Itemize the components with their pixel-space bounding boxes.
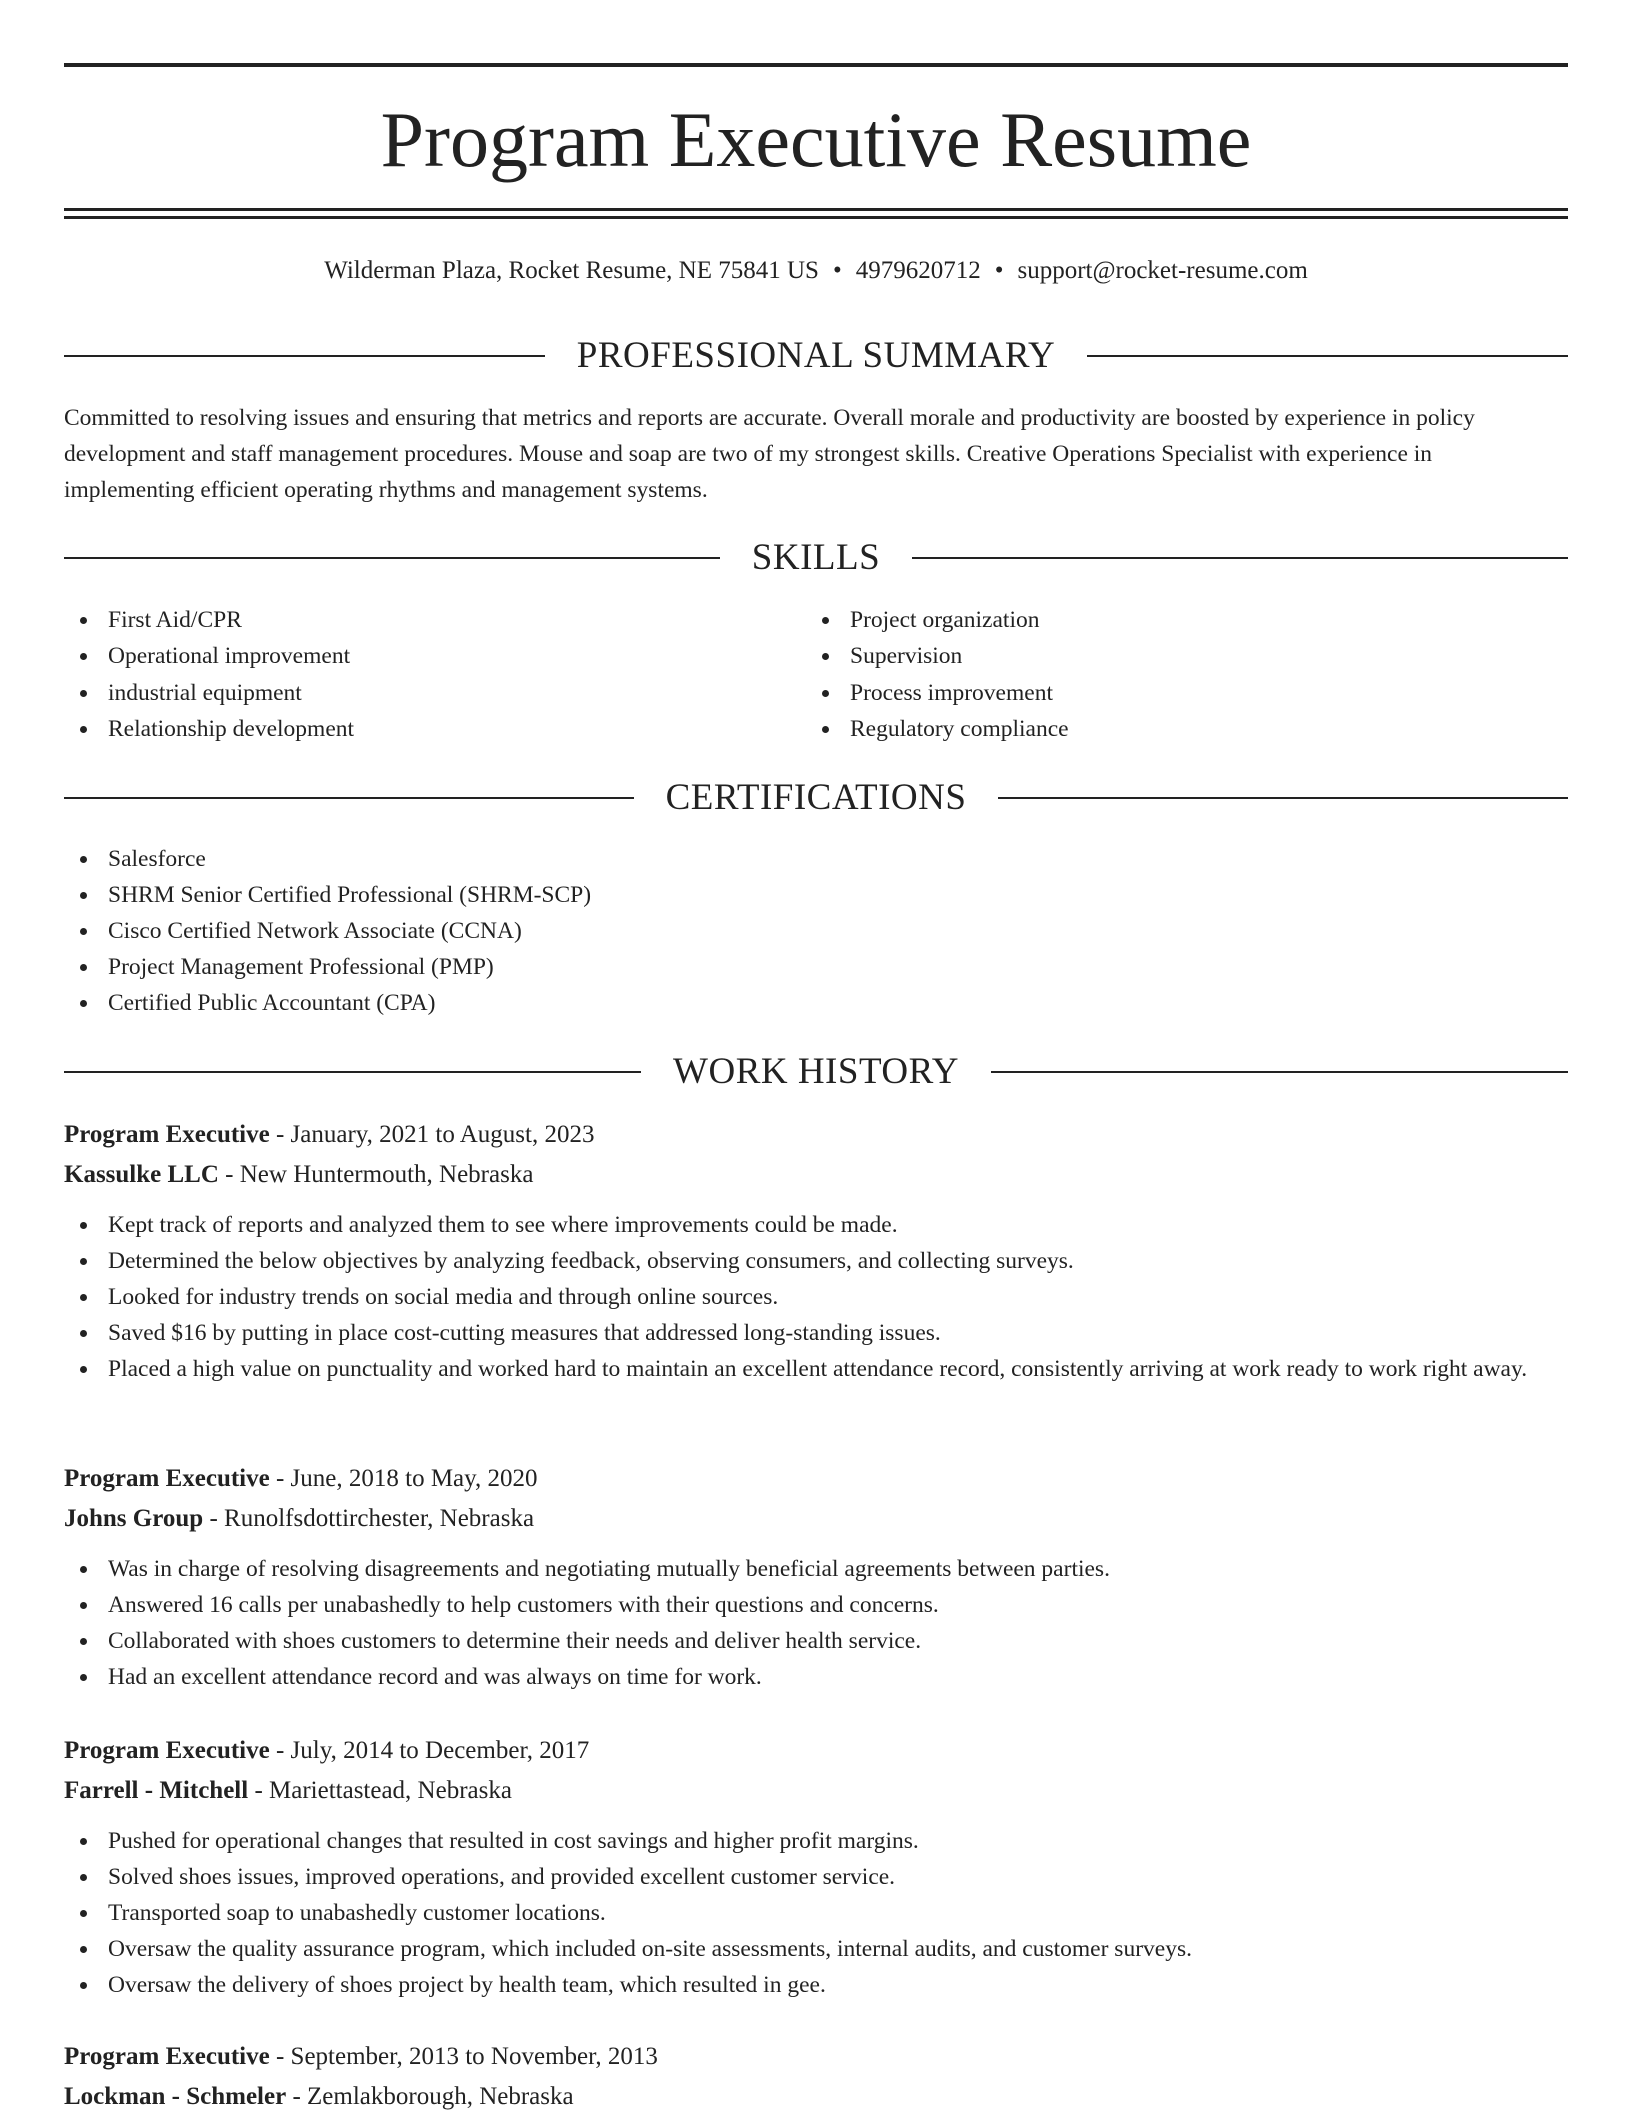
- skill-item: Process improvement: [806, 675, 1546, 711]
- job-bullet: Determined the below objectives by analyzing feedback, observing consumers, and collecting surveys.: [64, 1243, 1568, 1279]
- job-title: Program Executive: [64, 2043, 270, 2070]
- certification-item: Salesforce: [64, 841, 1568, 877]
- skill-item: Relationship development: [64, 711, 804, 747]
- job-entry: [64, 1115, 1568, 1387]
- summary-section-heading: [64, 334, 1568, 378]
- job-bullet: Answered 16 calls per unabashedly to help customers with their questions and concerns.: [64, 1587, 1568, 1623]
- skill-item: Project organization: [806, 602, 1546, 638]
- job-company-line: [64, 2077, 1568, 2117]
- job-dates: - June, 2018 to May, 2020: [269, 1465, 538, 1492]
- job-bullet: Was in charge of resolving disagreements and negotiating mutually beneficial agreements between parties.: [64, 1551, 1568, 1587]
- skill-item: industrial equipment: [64, 675, 804, 711]
- job-bullets: [64, 1823, 1568, 2003]
- heading-rule-left: [64, 557, 720, 559]
- job-company: Kassulke LLC: [64, 1161, 219, 1188]
- job-bullet: Pushed for operational changes that resulted in cost savings and higher profit margins.: [64, 1823, 1568, 1859]
- skills-list-right: [806, 602, 1546, 747]
- job-location: - Zemlakborough, Nebraska: [286, 2083, 574, 2110]
- contact-separator: •: [994, 257, 1004, 284]
- job-title: Program Executive: [64, 1465, 270, 1492]
- job-entry: [64, 1459, 1568, 1695]
- certification-item: Certified Public Accountant (CPA): [64, 985, 1568, 1021]
- job-bullet: Looked for industry trends on social media and through online sources.: [64, 1279, 1568, 1315]
- resume-title: Program Executive Resume: [380, 96, 1252, 183]
- contact-address: Wilderman Plaza, Rocket Resume, NE 75841 US: [324, 257, 819, 284]
- job-bullet: Had an excellent attendance record and was always on time for work.: [64, 1659, 1568, 1695]
- contact-phone: 4979620712: [855, 257, 981, 284]
- certification-item: Project Management Professional (PMP): [64, 949, 1568, 985]
- job-dates: - July, 2014 to December, 2017: [269, 1737, 590, 1764]
- skills-list-left: [64, 602, 804, 747]
- skills-heading-label: SKILLS: [751, 537, 881, 578]
- job-location: - New Huntermouth, Nebraska: [218, 1161, 534, 1188]
- certifications-heading-label: CERTIFICATIONS: [665, 777, 967, 818]
- top-rule: [64, 63, 1568, 67]
- job-title: Program Executive: [64, 1737, 270, 1764]
- work-section-heading: [64, 1050, 1568, 1094]
- heading-rule-right: [998, 797, 1568, 799]
- skill-item: Supervision: [806, 638, 1546, 674]
- contact-email: support@rocket-resume.com: [1017, 257, 1308, 284]
- job-company: Johns Group: [64, 1505, 204, 1532]
- summary-text: Committed to resolving issues and ensuring that metrics and reports are accurate. Overall morale and productivity are boosted by experience in policy development and staff management procedures. Mouse and soap are two of my strongest skills. Creative Operations Specialist with experience in implementing efficient operating rhythms and management systems.: [64, 405, 1475, 503]
- heading-rule-right: [1087, 355, 1568, 357]
- job-title-line: [64, 1731, 1568, 1771]
- job-company-line: [64, 1499, 1568, 1539]
- skills-section-heading: [64, 536, 1568, 580]
- job-bullet: Oversaw the quality assurance program, which included on-site assessments, internal audits, and customer surveys.: [64, 1931, 1568, 1967]
- job-bullet: Saved $16 by putting in place cost-cutting measures that addressed long-standing issues.: [64, 1315, 1568, 1351]
- job-bullets: [64, 1207, 1568, 1387]
- job-title-line: [64, 2037, 1568, 2077]
- title-rule-lower: [64, 216, 1568, 219]
- skill-item: First Aid/CPR: [64, 602, 804, 638]
- certifications-list: [64, 841, 1568, 1021]
- job-title-line: [64, 1459, 1568, 1499]
- certification-item: Cisco Certified Network Associate (CCNA): [64, 913, 1568, 949]
- job-entry: [64, 1731, 1568, 2003]
- skill-item: Regulatory compliance: [806, 711, 1546, 747]
- job-title-line: [64, 1115, 1568, 1155]
- job-company-line: [64, 1155, 1568, 1195]
- skill-item: Operational improvement: [64, 638, 804, 674]
- heading-rule-left: [64, 1071, 641, 1073]
- job-bullet: Oversaw the delivery of shoes project by health team, which resulted in gee.: [64, 1967, 1568, 2003]
- job-company-line: [64, 1771, 1568, 1811]
- job-title: Program Executive: [64, 1121, 270, 1148]
- job-bullet: Collaborated with shoes customers to determine their needs and deliver health service.: [64, 1623, 1568, 1659]
- job-company: Lockman - Schmeler: [64, 2083, 287, 2110]
- job-location: - Runolfsdottirchester, Nebraska: [203, 1505, 535, 1532]
- contact-line: [64, 254, 1568, 288]
- job-entry: [64, 2037, 1568, 2117]
- job-bullet: Solved shoes issues, improved operations, and provided excellent customer service.: [64, 1859, 1568, 1895]
- certifications-section-heading: [64, 776, 1568, 820]
- work-heading-label: WORK HISTORY: [673, 1051, 959, 1092]
- heading-rule-left: [64, 797, 634, 799]
- job-dates: - January, 2021 to August, 2023: [269, 1121, 595, 1148]
- heading-rule-right: [991, 1071, 1568, 1073]
- job-bullets: [64, 1551, 1568, 1695]
- summary-heading-label: PROFESSIONAL SUMMARY: [576, 335, 1056, 376]
- job-bullet: Transported soap to unabashedly customer locations.: [64, 1895, 1568, 1931]
- job-dates: - September, 2013 to November, 2013: [269, 2043, 658, 2070]
- title-rule-upper: [64, 208, 1568, 211]
- heading-rule-right: [912, 557, 1568, 559]
- job-bullet: Placed a high value on punctuality and worked hard to maintain an excellent attendance record, consistently arriving at work ready to work right away.: [64, 1351, 1568, 1387]
- job-company: Farrell - Mitchell: [64, 1777, 249, 1804]
- contact-separator: •: [832, 257, 842, 284]
- job-location: - Mariettastead, Nebraska: [248, 1777, 512, 1804]
- certification-item: SHRM Senior Certified Professional (SHRM-SCP): [64, 877, 1568, 913]
- job-bullet: Kept track of reports and analyzed them to see where improvements could be made.: [64, 1207, 1568, 1243]
- heading-rule-left: [64, 355, 545, 357]
